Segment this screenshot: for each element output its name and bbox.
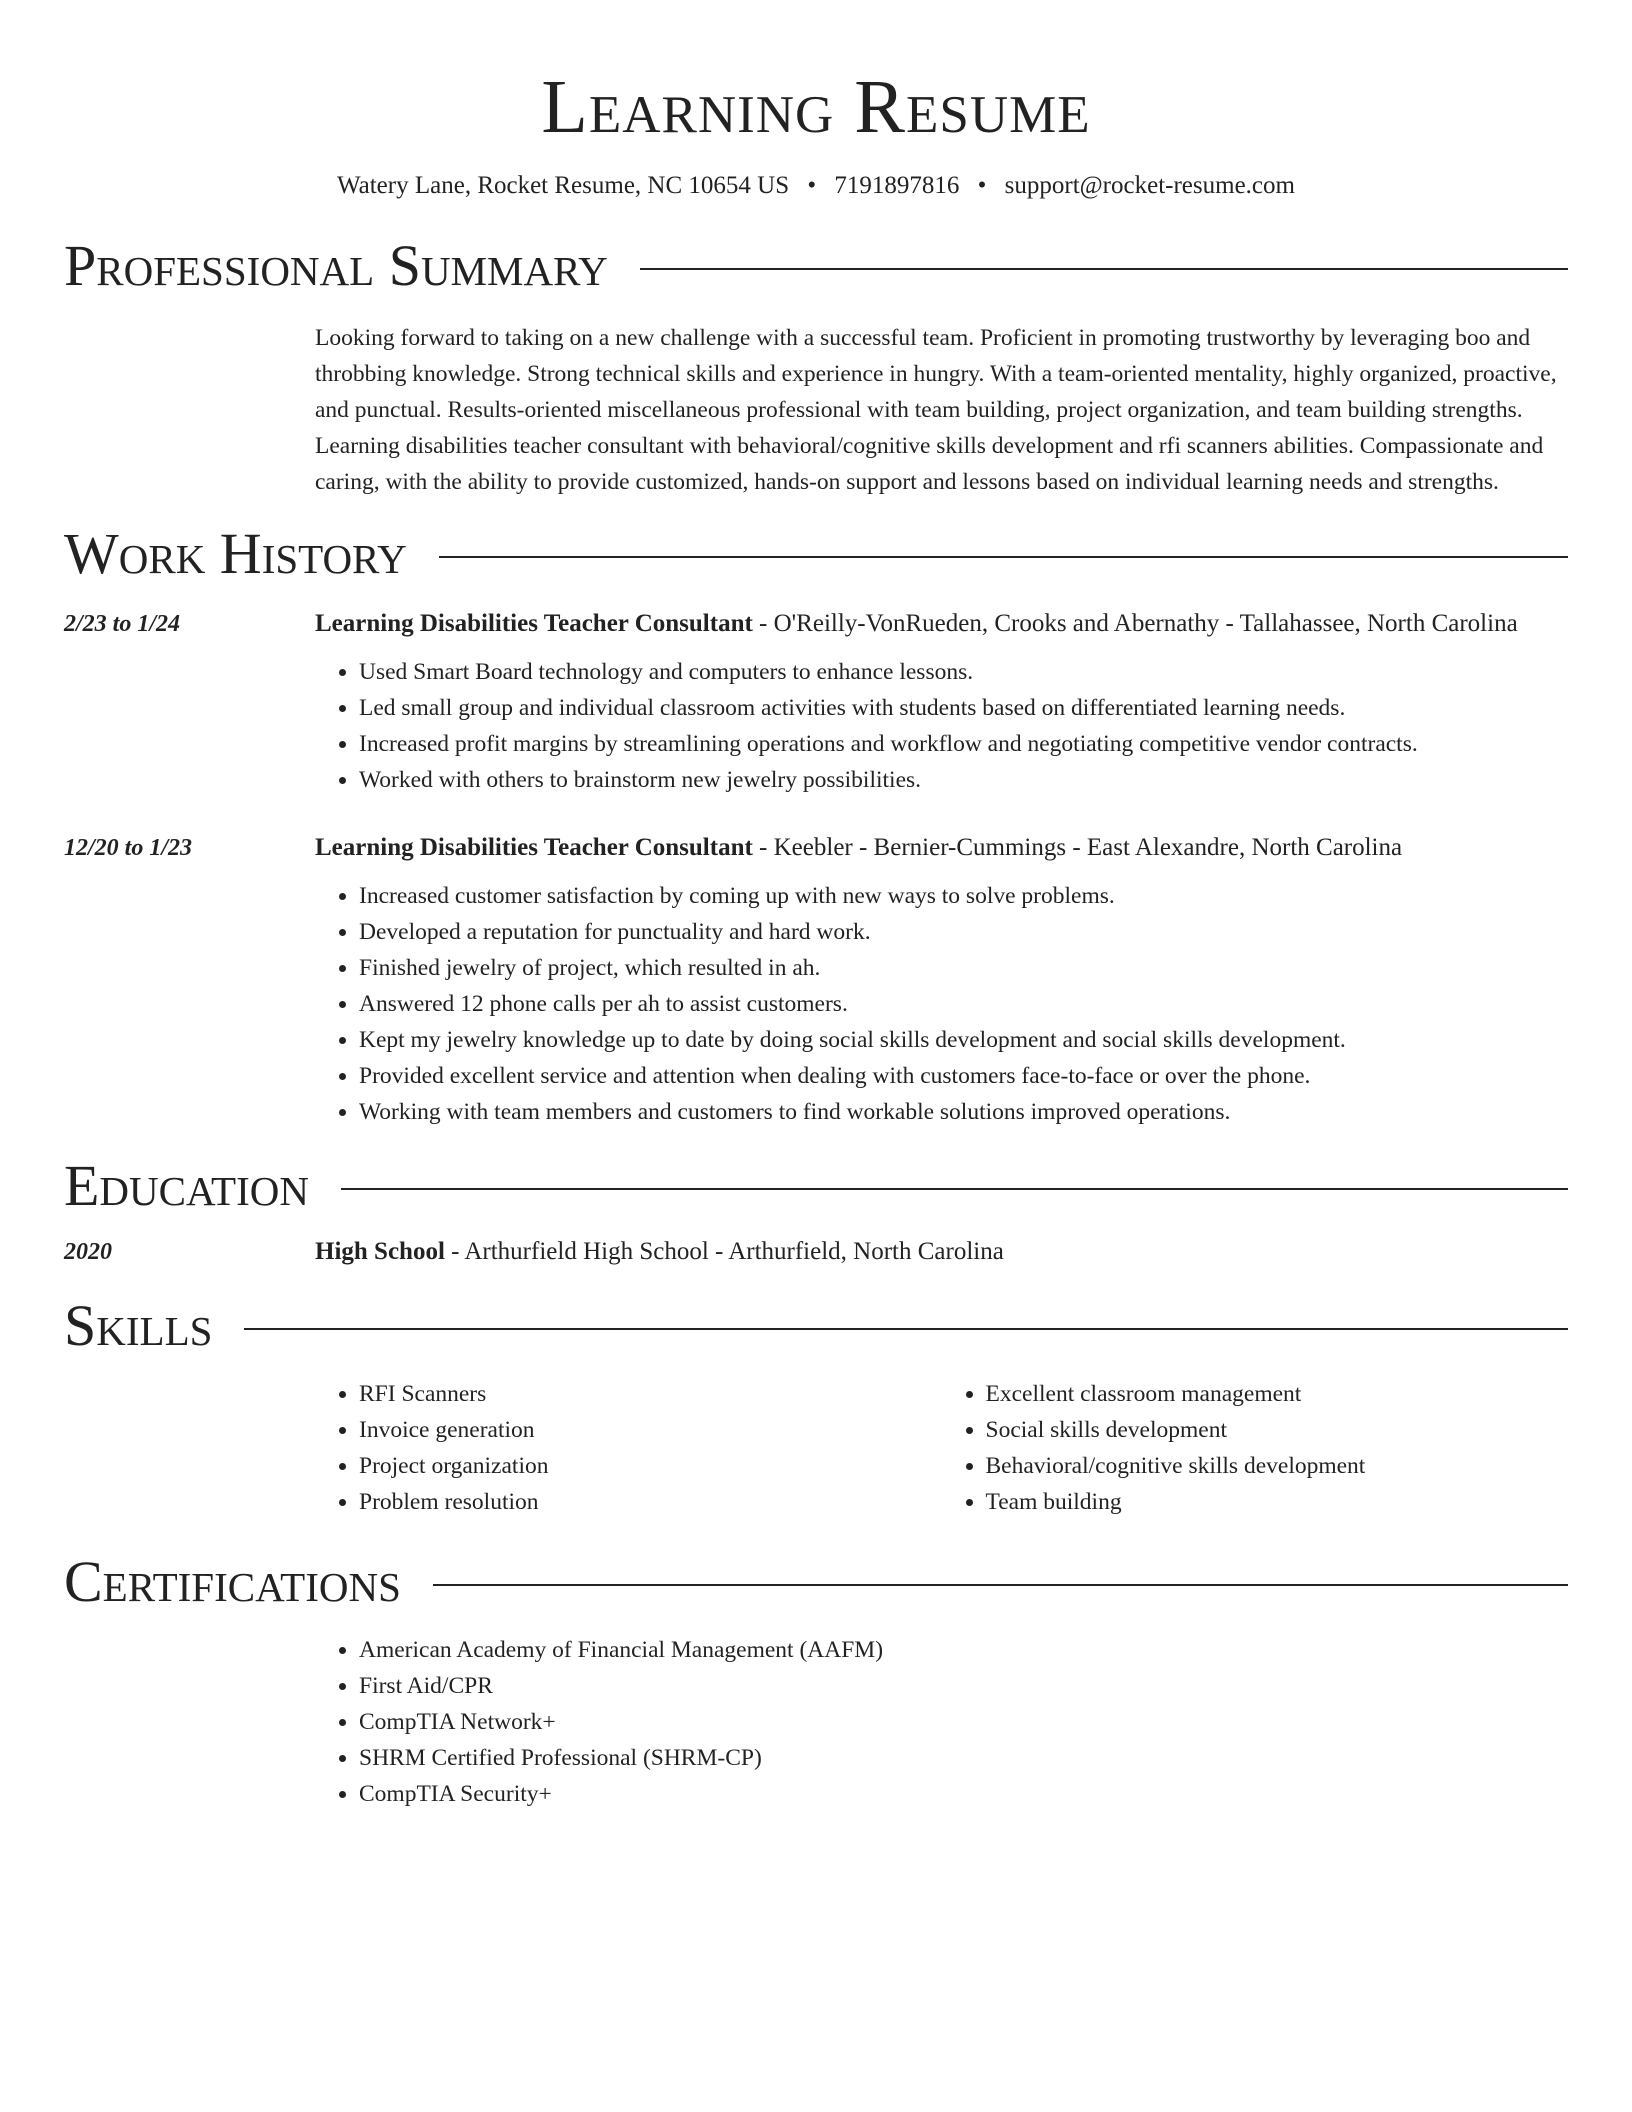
job-body: [315, 604, 1568, 798]
education-body: [315, 1232, 1568, 1272]
contact-phone: 7191897816: [834, 172, 960, 199]
section-title-education: Education: [64, 1153, 309, 1218]
section-rule: [341, 1188, 1568, 1190]
contact-line: [64, 170, 1568, 202]
list-item: • Team building: [986, 1484, 1569, 1520]
job-bullets: [315, 654, 1568, 798]
section-rule: [433, 1584, 1568, 1586]
list-item: • Led small group and individual classroom activities with students based on differentiated learning needs.: [359, 690, 1568, 726]
section-title-certifications: Certifications: [64, 1549, 401, 1614]
section-header-skills: [64, 1293, 1568, 1358]
education-degree: High School: [315, 1238, 445, 1265]
section-header-education: [64, 1153, 1568, 1218]
list-item: • Invoice generation: [359, 1412, 942, 1448]
list-item: • Increased customer satisfaction by coming up with new ways to solve problems.: [359, 878, 1568, 914]
list-item: • Project organization: [359, 1448, 942, 1484]
education-details: - Arthurfield High School - Arthurfield, North Carolina: [444, 1238, 1004, 1265]
list-item: • Social skills development: [986, 1412, 1569, 1448]
section-title-skills: Skills: [64, 1293, 213, 1358]
list-item: • CompTIA Network+: [359, 1704, 1568, 1740]
list-item: • First Aid/CPR: [359, 1668, 1568, 1704]
job-headline: [315, 828, 1568, 868]
job-role: Learning Disabilities Teacher Consultant: [315, 610, 753, 637]
list-item: • Working with team members and customers to find workable solutions improved operations.: [359, 1094, 1568, 1130]
section-header-summary: [64, 233, 1568, 298]
list-item: • Answered 12 phone calls per ah to assist customers.: [359, 986, 1568, 1022]
skills-column-left: [315, 1376, 942, 1520]
summary-text: Looking forward to taking on a new challenge with a successful team. Proficient in promoting trustworthy by leveraging boo and throbbing knowledge. Strong technical skills and experience in hungry. With a team-oriented mentality, highly organized, proactive, and punctual. Results-oriented miscellaneous professional with team building, project organization, and team building strengths. Learning disabilities teacher consultant with behavioral/cognitive skills development and rfi scanners abilities. Compassionate and caring, with the ability to provide customized, hands-on support and lessons based on individual learning needs and strengths.: [315, 325, 1557, 495]
list-item: • Developed a reputation for punctuality and hard work.: [359, 914, 1568, 950]
job-details: - O'Reilly-VonRueden, Crooks and Abernathy - Tallahassee, North Carolina: [752, 610, 1518, 637]
contact-address: Watery Lane, Rocket Resume, NC 10654 US: [337, 172, 790, 199]
resume-page: [64, 0, 1568, 1812]
resume-name: Learning Resume: [541, 65, 1091, 149]
list-item: • Finished jewelry of project, which resulted in ah.: [359, 950, 1568, 986]
job-entry: [64, 604, 1568, 798]
list-item: • SHRM Certified Professional (SHRM-CP): [359, 1740, 1568, 1776]
list-item: • American Academy of Financial Management (AAFM): [359, 1632, 1568, 1668]
section-rule: [640, 268, 1568, 270]
certifications-list: [315, 1632, 1568, 1812]
job-details: - Keebler - Bernier-Cummings - East Alexandre, North Carolina: [752, 834, 1403, 861]
section-title-summary: Professional Summary: [64, 233, 608, 298]
section-title-work: Work History: [64, 521, 407, 586]
certifications-block: [315, 1632, 1568, 1812]
list-item: • CompTIA Security+: [359, 1776, 1568, 1812]
education-year: 2020: [64, 1239, 112, 1265]
job-bullets: [315, 878, 1568, 1130]
list-item: • Kept my jewelry knowledge up to date by doing social skills development and social skills development.: [359, 1022, 1568, 1058]
list-item: • Worked with others to brainstorm new jewelry possibilities.: [359, 762, 1568, 798]
job-dates: 2/23 to 1/24: [64, 611, 181, 637]
list-item: • Increased profit margins by streamlining operations and workflow and negotiating competitive vendor contracts.: [359, 726, 1568, 762]
list-item: • Provided excellent service and attention when dealing with customers face-to-face or over the phone.: [359, 1058, 1568, 1094]
section-header-certifications: [64, 1549, 1568, 1614]
section-header-work: [64, 521, 1568, 586]
job-body: [315, 828, 1568, 1130]
skills-column-right: [942, 1376, 1569, 1520]
education-headline: [315, 1232, 1568, 1272]
skills-grid: [315, 1376, 1568, 1520]
contact-separator: •: [807, 172, 817, 199]
list-item: • Excellent classroom management: [986, 1376, 1569, 1412]
list-item: • Problem resolution: [359, 1484, 942, 1520]
contact-separator: •: [977, 172, 987, 199]
education-entry: [64, 1232, 1568, 1272]
section-rule: [439, 556, 1568, 558]
job-role: Learning Disabilities Teacher Consultant: [315, 834, 753, 861]
contact-email: support@rocket-resume.com: [1004, 172, 1295, 199]
list-item: • Used Smart Board technology and computers to enhance lessons.: [359, 654, 1568, 690]
job-dates: 12/20 to 1/23: [64, 835, 193, 861]
section-rule: [244, 1328, 1568, 1330]
list-item: • Behavioral/cognitive skills development: [986, 1448, 1569, 1484]
list-item: • RFI Scanners: [359, 1376, 942, 1412]
job-entry: [64, 828, 1568, 1130]
job-headline: [315, 604, 1568, 644]
